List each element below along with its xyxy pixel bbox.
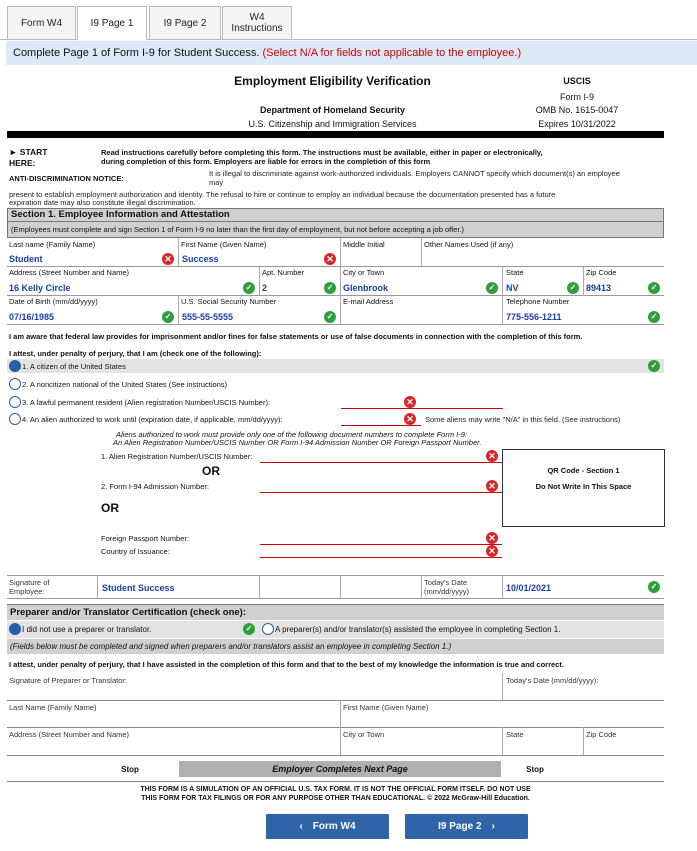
start-text-2: during completion of this form. Employers are liable for errors in the completion of this form — [101, 157, 431, 166]
other-names-input[interactable] — [423, 251, 663, 266]
attest-text: I attest, under penalty of perjury, that I am (check one of the following): — [9, 349, 262, 358]
today-date-label: Today's Date — [424, 578, 468, 587]
radio-permanent-resident[interactable] — [9, 396, 21, 408]
anti-text-4: expiration date may also constitute illegal discrimination. — [9, 198, 196, 207]
tab-label: Instructions — [231, 23, 283, 34]
alien-expiration-input[interactable] — [341, 412, 401, 425]
error-icon: ✕ — [486, 532, 498, 544]
preparer-first-name-label: First Name (Given Name) — [343, 703, 429, 712]
preparer-address-label: Address (Street Number and Name) — [9, 730, 130, 739]
zip-label: Zip Code — [586, 268, 617, 277]
chevron-right-icon: › — [491, 821, 495, 832]
dob-input[interactable]: 07/16/1985 — [9, 312, 55, 322]
tab-i9-page-1[interactable] — [77, 6, 147, 41]
dob-label: Date of Birth (mm/dd/yyyy) — [9, 297, 98, 306]
option-alien-label: 4. An alien authorized to work until (expiration date, if applicable, mm/dd/yyyy): — [22, 415, 283, 424]
apt-label: Apt. Number — [262, 268, 305, 277]
or-label: OR — [202, 464, 220, 478]
apt-input[interactable]: 2 — [262, 283, 268, 293]
tab-i9-page-2[interactable] — [149, 6, 221, 39]
i94-label: 2. Form I-94 Admission Number: — [101, 482, 209, 491]
phone-label: Telephone Number — [506, 297, 570, 306]
aliens-instructions: Aliens authorized to work must provide only one of the following document numbers to complete Form I-9: — [116, 430, 468, 439]
error-icon: ✕ — [404, 413, 416, 425]
disclaimer: THIS FORM IS A SIMULATION OF AN OFFICIAL U.S. TAX FORM. IT IS NOT THE OFFICIAL FORM ITSELF. DO NOT USE — [140, 786, 531, 793]
preparer-signature-input[interactable] — [7, 688, 501, 700]
check-icon: ✓ — [162, 311, 174, 323]
alien-reg-input[interactable] — [260, 449, 484, 462]
instruction-bar — [6, 41, 697, 65]
check-icon: ✓ — [324, 311, 336, 323]
email-input[interactable] — [342, 309, 502, 324]
qr-code-note: Do Not Write In This Space — [535, 482, 632, 491]
other-names-label: Other Names Used (if any) — [424, 240, 514, 249]
preparer-last-name-label: Last Name (Family Name) — [9, 703, 97, 712]
radio-preparer-assisted[interactable] — [262, 623, 274, 635]
error-icon: ✕ — [404, 396, 416, 408]
today-date-format: (mm/dd/yyyy) — [424, 587, 469, 596]
check-icon: ✓ — [486, 282, 498, 294]
start-label-2: HERE: — [9, 158, 36, 168]
or-label: OR — [101, 501, 119, 515]
preparer-state-label: State — [506, 730, 524, 739]
header-rule — [7, 131, 664, 138]
radio-no-preparer[interactable] — [9, 623, 21, 635]
city-label: City or Town — [343, 268, 385, 277]
preparer-date-label: Today's Date (mm/dd/yyyy): — [506, 676, 599, 685]
form-number: Form I-9 — [559, 92, 594, 102]
first-name-label: First Name (Given Name) — [181, 240, 267, 249]
preparer-zip-input[interactable] — [585, 741, 664, 754]
preparer-first-name-input[interactable] — [342, 714, 664, 727]
no-preparer-label: I did not use a preparer or translator. — [22, 625, 152, 634]
passport-label: Foreign Passport Number: — [101, 534, 189, 543]
resident-number-input[interactable] — [341, 395, 401, 408]
tab-label: I9 Page 1 — [90, 18, 134, 29]
section1-subtitle: (Employees must complete and sign Section 1 of Form I-9 no later than the first day of employment, but not before accepting a job offer.) — [7, 222, 664, 238]
prev-form-w4-button[interactable] — [266, 814, 389, 839]
radio-alien-authorized[interactable] — [9, 413, 21, 425]
section1-title: Section 1. Employee Information and Attestation — [7, 208, 664, 222]
check-icon: ✓ — [324, 282, 336, 294]
next-button-label: I9 Page 2 — [438, 821, 482, 832]
error-icon: ✕ — [162, 253, 174, 265]
check-icon: ✓ — [648, 360, 660, 372]
check-icon: ✓ — [243, 282, 255, 294]
option-citizen-label: 1. A citizen of the United States — [22, 362, 126, 371]
disclaimer-2: THIS FORM FOR TAX FILINGS OR FOR ANY PURPOSE OTHER THAN EDUCATIONAL. © 2022 McGraw-Hill Education. — [141, 795, 530, 802]
option-noncitizen-label: 2. A noncitizen national of the United States (See instructions) — [22, 380, 228, 389]
radio-citizen[interactable] — [9, 360, 21, 372]
state-label: State — [506, 268, 524, 277]
dept-name: Department of Homeland Security — [259, 105, 406, 115]
preparer-date-input[interactable] — [504, 688, 664, 700]
error-icon: ✕ — [486, 545, 498, 557]
alien-reg-label: 1. Alien Registration Number/USCIS Number: — [101, 452, 253, 461]
chevron-left-icon: ‹ — [299, 821, 303, 832]
signature-label: Signature of — [9, 578, 50, 587]
employee-signature-input[interactable]: Student Success — [102, 583, 175, 593]
error-icon: ✕ — [324, 253, 336, 265]
aware-text: I am aware that federal law provides for imprisonment and/or fines for false statements or use of false documents in connection with the completion of this form. — [9, 332, 583, 341]
i94-input[interactable] — [260, 479, 484, 492]
prev-button-label: Form W4 — [312, 821, 356, 832]
instruction-note: (Select N/A for fields not applicable to the employee.) — [262, 47, 522, 59]
anti-text: It is illegal to discriminate against work-authorized individuals. Employers CANNOT specify which document(s) an employee — [209, 169, 620, 178]
error-icon: ✕ — [486, 480, 498, 492]
aliens-instructions-2: An Alien Registration Number/USCIS Number OR Form I-94 Admission Number OR Foreign Passport Number. — [113, 438, 482, 447]
country-input[interactable] — [260, 546, 484, 557]
preparer-title: Preparer and/or Translator Certification (check one): — [7, 604, 664, 620]
preparer-state-input[interactable] — [504, 741, 582, 754]
tab-form-w4[interactable] — [7, 6, 76, 39]
anti-text-2: may — [209, 178, 224, 187]
signature-label-2: Employee: — [9, 587, 45, 596]
check-icon: ✓ — [648, 311, 660, 323]
preparer-last-name-input[interactable] — [7, 714, 339, 727]
preparer-city-input[interactable] — [342, 741, 501, 754]
preparer-signature-label: Signature of Preparer or Translator: — [9, 676, 127, 685]
employee-date-input[interactable]: 10/01/2021 — [506, 583, 552, 593]
option-resident-label: 3. A lawful permanent resident (Alien registration Number/USCIS Number): — [22, 398, 271, 407]
preparer-city-label: City or Town — [343, 730, 385, 739]
tab-label: I9 Page 2 — [163, 17, 207, 29]
stop-label: Stop — [121, 765, 139, 774]
country-label: Country of Issuance: — [101, 547, 170, 556]
address-input[interactable]: 16 Kelly Circle — [9, 283, 71, 293]
anti-text-3: present to establish employment authorization and identity. The refusal to hire or continue to employ an individual because the documentation presented has a future — [9, 190, 556, 199]
uscis-label: USCIS — [563, 76, 591, 86]
start-text: Read instructions carefully before completing this form. The instructions must be available, either in paper or electronically, — [101, 148, 543, 157]
middle-initial-label: Middle Initial — [343, 240, 385, 249]
start-label: ► START — [9, 147, 48, 157]
zip-input[interactable]: 89413 — [586, 283, 612, 293]
preparer-note: (Fields below must be completed and signed when preparers and/or translators assist an employee in completing Section 1.) — [7, 639, 664, 654]
agency-name: U.S. Citizenship and Immigration Services — [248, 119, 417, 129]
preparer-zip-label: Zip Code — [586, 730, 617, 739]
check-icon: ✓ — [648, 581, 660, 593]
check-icon: ✓ — [648, 282, 660, 294]
ssn-label: U.S. Social Security Number — [181, 297, 277, 306]
expiration: Expires 10/31/2022 — [538, 119, 616, 129]
tab-w4-instructions[interactable] — [222, 6, 292, 39]
some-aliens-note: Some aliens may write "N/A" in this field. (See instructions) — [425, 415, 621, 424]
middle-initial-input[interactable] — [342, 251, 420, 266]
address-label: Address (Street Number and Name) — [9, 268, 130, 277]
check-icon: ✓ — [567, 282, 579, 294]
tab-label: Form W4 — [20, 17, 63, 29]
tab-label: W4 — [249, 12, 265, 23]
preparer-assisted-label: A preparer(s) and/or translator(s) assisted the employee in completing Section 1. — [275, 625, 561, 634]
omb-number: OMB No. 1615-0047 — [535, 105, 619, 115]
last-name-label: Last name (Family Name) — [9, 240, 96, 249]
preparer-address-input[interactable] — [7, 741, 339, 754]
employer-next-page-banner: Employer Completes Next Page — [179, 761, 501, 777]
anti-label: ANTI-DISCRIMINATION NOTICE: — [9, 174, 124, 183]
first-name-input[interactable]: Success — [182, 254, 219, 264]
city-input[interactable]: Glenbrook — [343, 283, 389, 293]
qr-code-label: QR Code - Section 1 — [547, 466, 620, 475]
phone-input[interactable]: 775-556-1211 — [506, 312, 562, 322]
ssn-input[interactable]: 555-55-5555 — [182, 312, 234, 322]
form-title: Employment Eligibility Verification — [234, 74, 431, 88]
email-label: E-mail Address — [343, 297, 394, 306]
passport-input[interactable] — [260, 531, 484, 544]
state-input[interactable]: NV — [506, 283, 519, 293]
next-i9-page-2-button[interactable] — [405, 814, 528, 839]
error-icon: ✕ — [486, 450, 498, 462]
preparer-attest: I attest, under penalty of perjury, that I have assisted in the completion of this form and that to the best of my knowledge the information is true and correct. — [9, 660, 564, 669]
stop-label: Stop — [526, 765, 544, 774]
last-name-input[interactable]: Student — [9, 254, 43, 264]
instruction-text: Complete Page 1 of Form I-9 for Student Success. — [13, 47, 260, 59]
radio-noncitizen-national[interactable] — [9, 378, 21, 390]
check-icon: ✓ — [243, 623, 255, 635]
